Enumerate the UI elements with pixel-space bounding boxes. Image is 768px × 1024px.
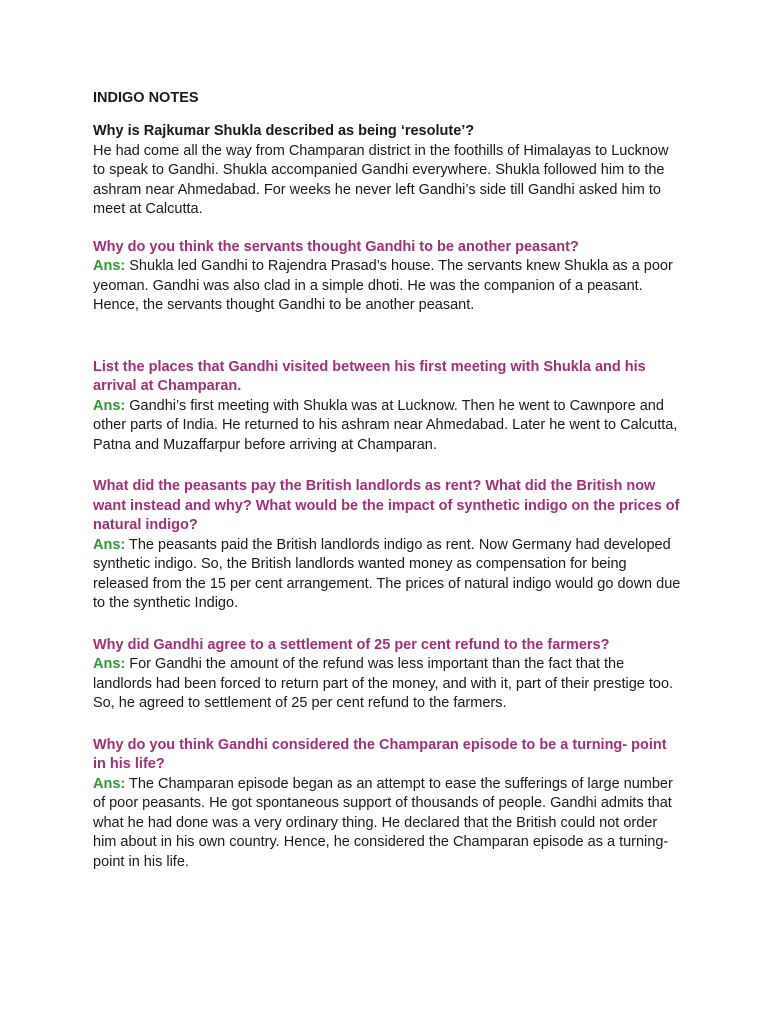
question-1: Why is Rajkumar Shukla described as being ‘resolute’? — [93, 123, 475, 139]
question-2: Why do you think the servants thought Gandhi to be another peasant? — [93, 238, 579, 255]
ans-label: Ans: — [93, 775, 126, 792]
answer-3-text: Gandhi’s first meeting with Shukla was at Lucknow. Then he went to Cawnpore and other parts of India. He returned to his ashram near Ahmedabad. Later he went to Calcutta, Patna and Muzaffarpur before arriving at Champaran. — [93, 397, 678, 453]
answer-1: He had come all the way from Champaran district in the foothills of Himalayas to Lucknow to speak to Gandhi. Shukla accompanied Gandhi everywhere. Shukla followed him to the ashram near Ahmedabad. For weeks he never left Gandhi’s side till Gandhi asked him to meet at Calcutta. — [93, 142, 669, 217]
answer-5-text: For Gandhi the amount of the refund was less important than the fact that the landlords had been forced to return part of the money, and with it, part of their prestige too. So, he agreed to settlement of 25 per cent refund to the farmers. — [93, 656, 674, 711]
document-title: INDIGO NOTES — [93, 90, 199, 106]
question-6: Why do you think Gandhi considered the Champaran episode to be a turning- point in his life? — [93, 736, 667, 772]
question-3: List the places that Gandhi visited between his first meeting with Shukla and his arrival at Champaran. — [93, 358, 646, 394]
qa-section-1 — [93, 122, 683, 220]
question-4: What did the peasants pay the British landlords as rent? What did the British now want instead and why? What would be the impact of synthetic indigo on the prices of natural indigo? — [93, 478, 680, 533]
ans-label: Ans: — [93, 397, 126, 414]
answer-4 — [93, 536, 683, 614]
ans-label: Ans: — [93, 258, 126, 274]
answer-3 — [93, 397, 683, 456]
answer-6-text: The Champaran episode began as an attempt to ease the sufferings of large number of poor peasants. He got spontaneous support of thousands of people. Gandhi admits that what he had done was a very ordinary thing. He declared that the British could not order him about in his own country. Hence, he considered the Champaran episode as a turning- point in his life. — [93, 775, 673, 870]
answer-2 — [93, 257, 683, 316]
qa-section-5 — [93, 636, 683, 714]
question-5: Why did Gandhi agree to a settlement of 25 per cent refund to the farmers? — [93, 636, 610, 653]
ans-label: Ans: — [93, 536, 126, 553]
qa-section-2 — [93, 238, 683, 316]
answer-6 — [93, 775, 683, 873]
answer-5 — [93, 655, 683, 714]
qa-section-3 — [93, 358, 683, 456]
answer-2-text: Shukla led Gandhi to Rajendra Prasad’s house. The servants knew Shukla as a poor yeoman. Gandhi was also clad in a simple dhoti. He was the companion of a peasant. Hence, the servants thought Gandhi to be another peasant. — [93, 258, 673, 313]
answer-4-text: The peasants paid the British landlords indigo as rent. Now Germany had developed synthetic indigo. So, the British landlords wanted money as compensation for being released from the 15 per cent arrangement. The prices of natural indigo would go down due to the synthetic Indigo. — [93, 536, 681, 611]
ans-label: Ans: — [93, 656, 126, 672]
qa-section-6 — [93, 736, 683, 873]
qa-section-4 — [93, 477, 683, 614]
document-page — [93, 88, 683, 872]
